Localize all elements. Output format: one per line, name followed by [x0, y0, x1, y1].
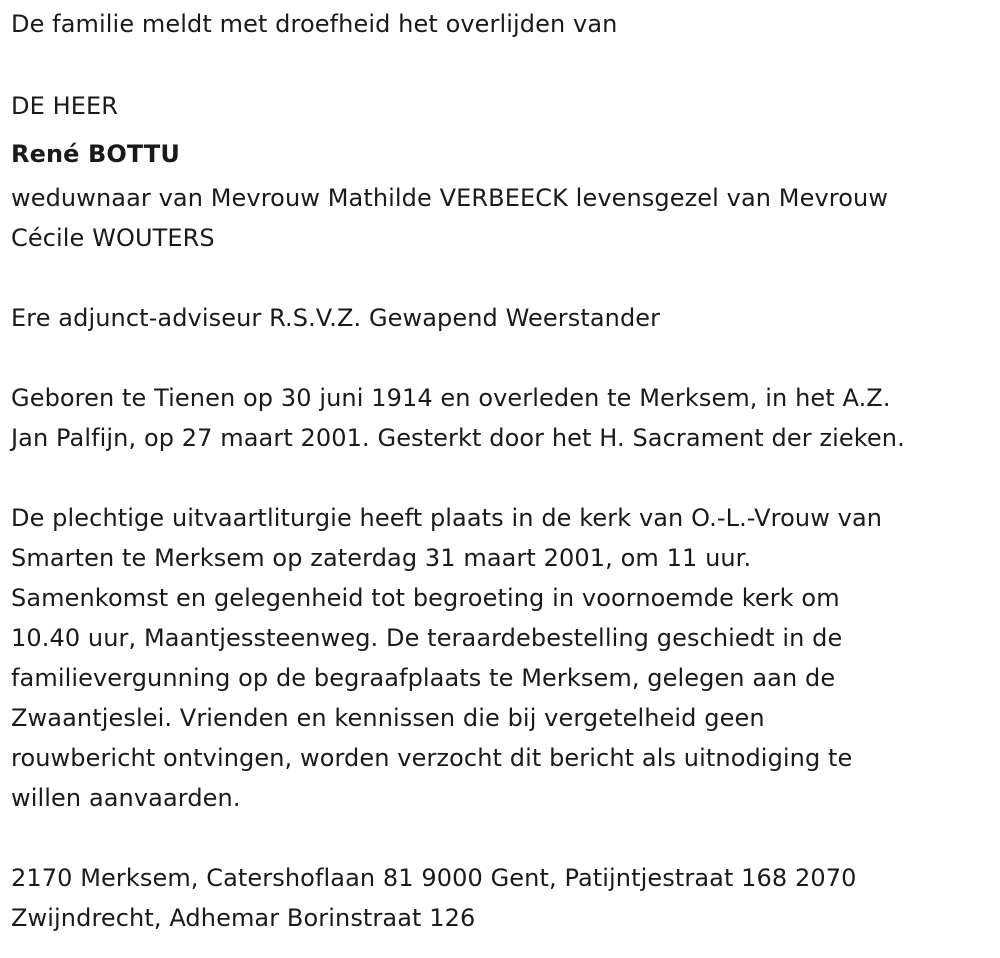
funeral-line: Smarten te Merksem op zaterdag 31 maart 2001, om 11 uur.: [11, 544, 752, 572]
funeral-line: willen aanvaarden.: [11, 784, 241, 812]
deceased-name: René BOTTU: [11, 140, 180, 168]
funeral-line: De plechtige uitvaartliturgie heeft plaats in de kerk van O.-L.-Vrouw van: [11, 504, 883, 532]
address-line: 2170 Merksem, Catershoflaan 81 9000 Gent, Patijntjestraat 168 2070: [11, 864, 857, 892]
address-line: Zwijndrecht, Adhemar Borinstraat 126: [11, 904, 476, 932]
spouse-line: Cécile WOUTERS: [11, 224, 215, 252]
birth-death-line: Jan Palfijn, op 27 maart 2001. Gesterkt door het H. Sacrament der zieken.: [11, 424, 905, 452]
spouse-paragraph: [11, 178, 996, 258]
funeral-line: familievergunning op de begraafplaats te Merksem, gelegen aan de: [11, 664, 836, 692]
funeral-line: rouwbericht ontvingen, worden verzocht dit bericht als uitnodiging te: [11, 744, 853, 772]
funeral-paragraph: [11, 498, 996, 818]
honorific-title: DE HEER: [11, 92, 119, 120]
addresses-paragraph: [11, 858, 996, 938]
funeral-line: Samenkomst en gelegenheid tot begroeting in voornoemde kerk om: [11, 584, 840, 612]
spouse-line: weduwnaar van Mevrouw Mathilde VERBEECK levensgezel van Mevrouw: [11, 184, 889, 212]
obituary-notice: [11, 0, 996, 938]
function-text: Ere adjunct-adviseur R.S.V.Z. Gewapend Weerstander: [11, 304, 661, 332]
funeral-line: Zwaantjeslei. Vrienden en kennissen die bij vergetelheid geen: [11, 704, 765, 732]
birth-death-paragraph: [11, 378, 996, 458]
birth-death-line: Geboren te Tienen op 30 juni 1914 en overleden te Merksem, in het A.Z.: [11, 384, 891, 412]
funeral-line: 10.40 uur, Maantjessteenweg. De teraardebestelling geschiedt in de: [11, 624, 843, 652]
intro-text: De familie meldt met droefheid het overlijden van: [11, 10, 618, 38]
